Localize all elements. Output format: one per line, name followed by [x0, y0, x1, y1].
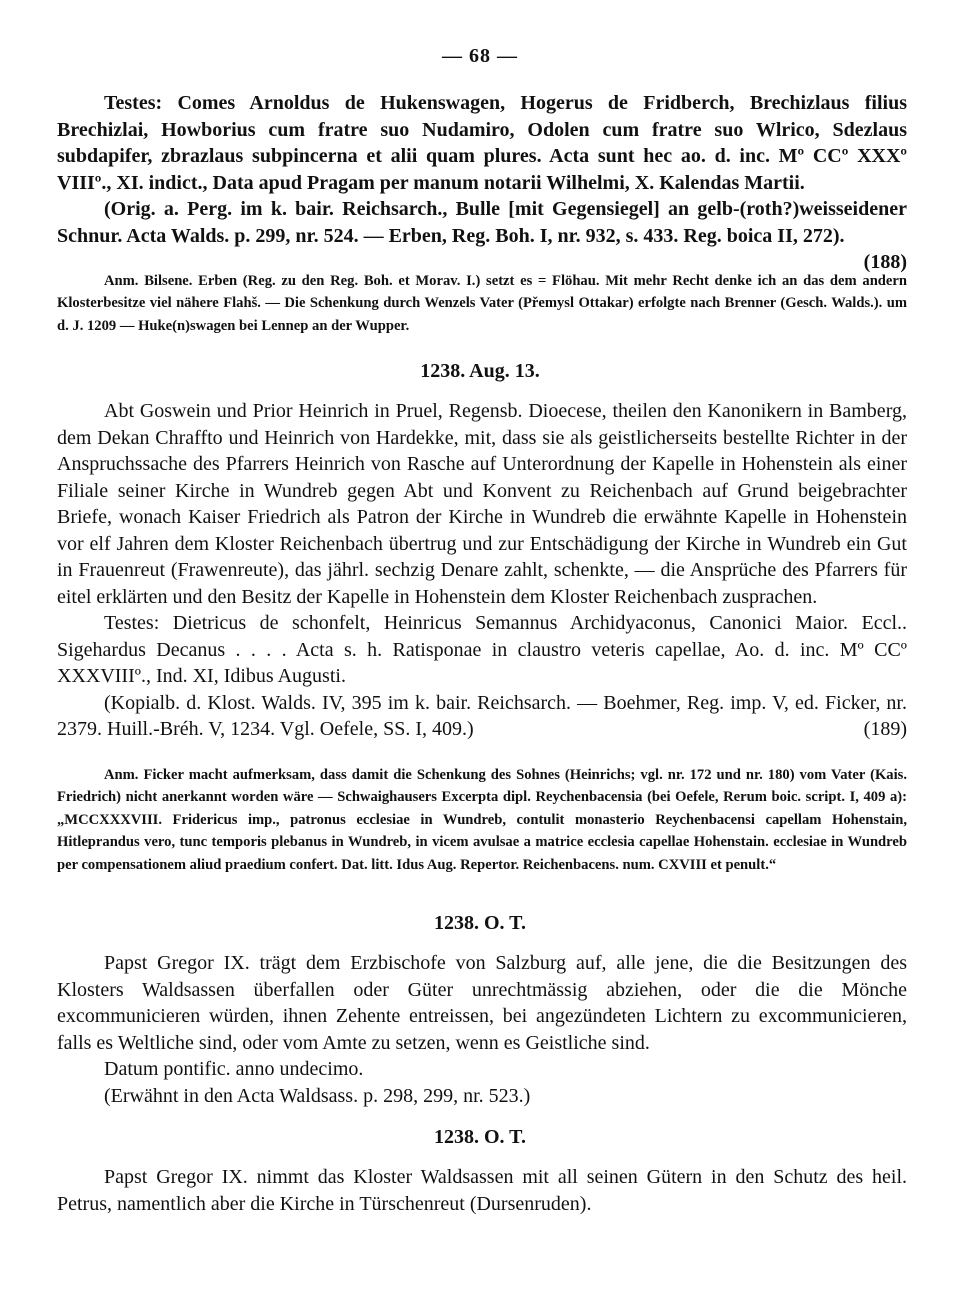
charter-papal-2: [57, 1164, 907, 1217]
charter-date: 1238. O. T.: [433, 1126, 527, 1148]
source-paragraph: [57, 196, 907, 273]
source-paragraph: (Erwähnt in den Acta Waldsass. p. 298, 299, nr. 523.): [104, 1084, 531, 1107]
annotation-189: [57, 764, 907, 876]
charter-number: (188): [863, 251, 907, 273]
source-text: (Orig. a. Perg. im k. bair. Reichsarch., Bulle [mit Gegensiegel] an gelb-(roth?)weisseidener Schnur. Acta Walds. p. 299, nr. 524. — Erben, Reg. Boh. I, nr. 932, s. 433. Reg. boica II, 272).: [57, 198, 907, 247]
charter-date: 1238. Aug. 13.: [420, 360, 540, 382]
annotation-text: Anm. Ficker macht aufmerksam, dass damit die Schenkung des Sohnes (Heinrichs; vgl. nr. 172 und nr. 180) vom Vater (Kais. Friedrich) nicht anerkannt worden wäre — Schwaighausers Excerpta dipl. Reychenbacensia (bei Oefele, Rerum boic. script. I, 409 a): „MCCXXXVIII. Fridericus imp., patronus ecclesiae in Wundreb, contulit monasterio Reychenbacensi capellam Hohenstain, Hitleprandus vero, tunc temporis plebanus in Wundreb, in vicem avulsae a matrice ecclesia capellae Hohenstain. ecclesiae in Wundreb per compensationem aliud praedium confert. Dat. litt. Idus Aug. Repertor. Reichenbacens. num. CXVIII et penult.“: [57, 767, 907, 873]
abstract-paragraph: Papst Gregor IX. nimmt das Kloster Waldsassen mit all seinen Gütern in den Schutz des heil. Petrus, namentlich aber die Kirche in Türschenreut (Dursenruden).: [57, 1166, 907, 1215]
annotation-text: Anm. Bilsene. Erben (Reg. zu den Reg. Boh. et Morav. I.) setzt es = Flöhau. Mit mehr Recht denke ich an das dem andern Klosterbesitze viel nähere Flahš. — Die Schenkung durch Wenzels Vater (Přemysl Ottakar) erfolgte nach Brenner (Gesch. Walds.). um d. J. 1209 — Huke(n)swagen bei Lennep an der Wupper.: [57, 273, 907, 334]
charter-date: 1238. O. T.: [433, 912, 527, 934]
charter-number: (189): [863, 718, 907, 740]
page-number: — 68 —: [442, 45, 518, 67]
witness-paragraph: Testes: Comes Arnoldus de Hukenswagen, Hogerus de Fridberch, Brechizlaus filius Brechizlai, Howborius cum fratre suo Nudamiro, Odolen cum fratre suo Wlrico, Sdezlaus subdapifer, zbrazlaus subpincerna et alii quam plures. Acta sunt hec ao. d. inc. Mº CCº XXXº VIIIº., XI. indict., Data apud Pragam per manum notarii Wilhelmi, X. Kalendas Martii.: [57, 92, 907, 194]
annotation-188: [57, 270, 907, 337]
abstract-paragraph: Papst Gregor IX. trägt dem Erzbischofe von Salzburg auf, alle jene, die die Besitzungen des Klosters Waldsassen überfallen oder Güter unrechtmässig abziehen, oder die die Mönche excommunicieren würden, ihnen Zehente entreissen, bei angezündeten Lichtern zu excommunicieren, falls es Weltliche sind, oder vom Amte zu setzen, wenn es Geistliche sind.: [57, 952, 907, 1054]
charter-188: [57, 90, 907, 276]
abstract-paragraph: Abt Goswein und Prior Heinrich in Pruel, Regensb. Dioecese, theilen den Kanonikern in Bamberg, dem Dekan Chraffto und Heinrich von Hardekke, mit, dass sie als geistlicherseits bestellte Richter in der Anspruchssache des Pfarrers Heinrich von Rasche auf Unterordnung der Kapelle in Hohenstein als einer Filiale seiner Kirche in Wundreb gegen Abt und Konvent zu Reichenbach auf Grund beigebrachter Briefe, wonach Kaiser Friedrich als Patron der Kirche in Wundreb die erwähnte Kapelle in Hohenstein vor elf Jahren dem Kloster Reichenbach übertrug und zur Entschädigung der Kirche in Wundreb ein Gut in Frauenreut (Frawenreute), das jährl. sechzig Denare zahlt, schenkte, — die Ansprüche des Pfarrers für eitel erklärten und den Besitz der Kapelle in Hohenstein dem Kloster Reichenbach zusprachen.: [57, 400, 907, 608]
source-text: (Kopialb. d. Klost. Walds. IV, 395 im k. bair. Reichsarch. — Boehmer, Reg. imp. V, ed. Ficker, nr. 2379. Huill.-Bréh. V, 1234. Vgl. Oefele, SS. I, 409.): [57, 691, 907, 740]
witness-paragraph: Testes: Dietricus de schonfelt, Heinricus Semannus Archidyaconus, Canonici Maior. Eccl.. Sigehardus Decanus . . . . Acta s. h. Ratisponae in claustro veteris capellae, Ao. d. inc. Mº CCº XXXVIIIº., Ind. XI, Idibus Augusti.: [57, 612, 907, 687]
charter-189: [57, 398, 907, 743]
charter-papal-1: [57, 950, 907, 1109]
dating-paragraph: Datum pontific. anno undecimo.: [104, 1058, 364, 1080]
source-paragraph: [57, 690, 907, 743]
